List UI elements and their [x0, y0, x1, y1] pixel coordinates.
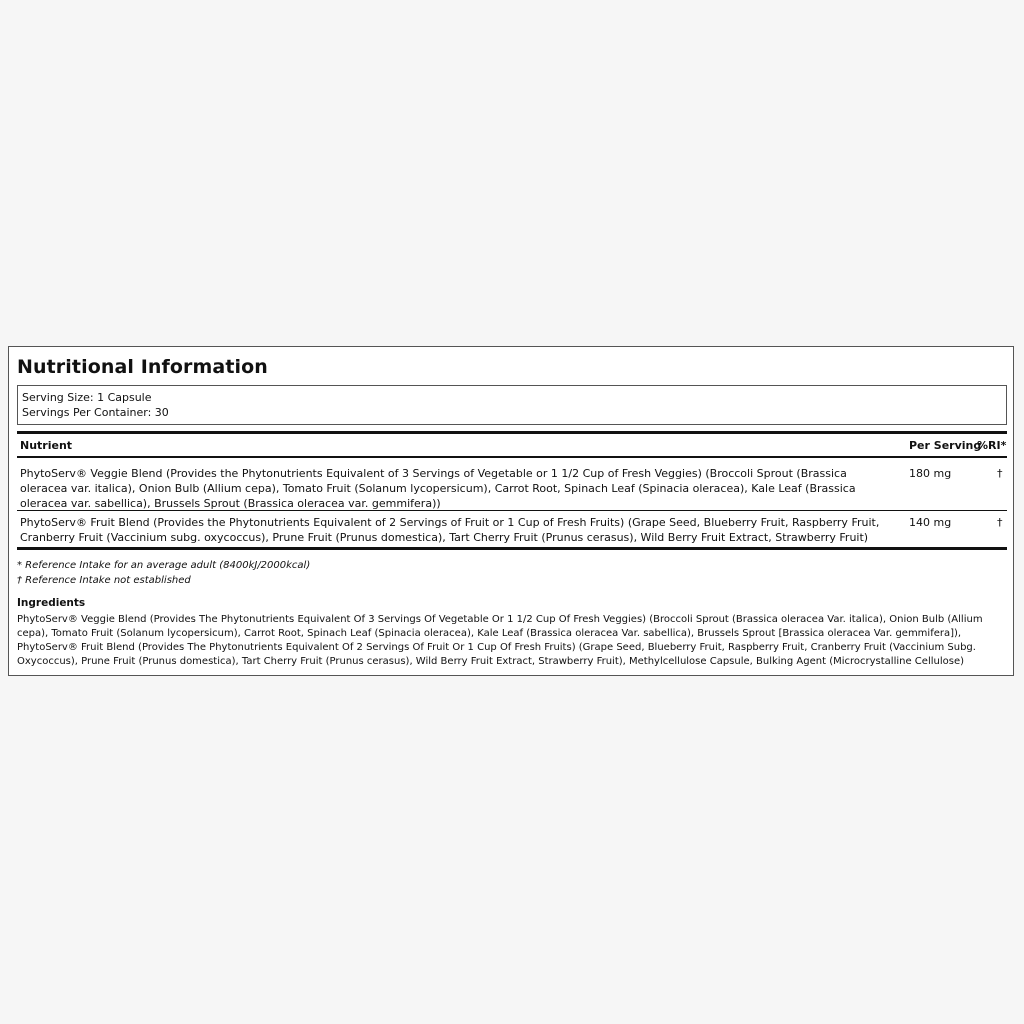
header-nutrient: Nutrient — [20, 439, 73, 452]
nutrient-ri: † — [997, 516, 1003, 529]
footnote-ri: * Reference Intake for an average adult (8400kJ/2000kcal) — [17, 560, 311, 571]
nutrient-ri: † — [997, 467, 1003, 480]
table-row — [17, 458, 1007, 511]
ingredients-heading: Ingredients — [17, 597, 86, 609]
serving-size: Serving Size: 1 Capsule — [22, 391, 152, 404]
ingredients-text: PhytoServ® Veggie Blend (Provides The Phytonutrients Equivalent Of 3 Servings Of Vegetable Or 1 1/2 Cup Of Fresh Veggies) (Broccoli Sprout (Brassica oleracea Var. italica), Onion Bulb (Allium cepa), Tomato Fruit (Solanum lycopersicum), Carrot Root, Spinach Leaf (Spinacia oleracea), Kale Leaf (Brassica oleracea Var. sabellica), Brussels Sprout [Brassica oleracea Var. gemmifera]), PhytoServ® Fruit Blend (Provides The Phytonutrients Equivalent Of 2 Servings Of Fruit Or 1 Cup Of Fresh Fruits) (Grape Seed, Blueberry Fruit, Raspberry Fruit, Cranberry Fruit (Vaccinium Subg. Oxycoccus), Prune Fruit (Prunus domestica), Tart Cherry Fruit (Prunus cerasus), Wild Berry Fruit Extract, Strawberry Fruit), Methylcellulose Capsule, Bulking Agent (Microcrystalline Cellulose) — [17, 614, 983, 667]
header-ri: %RI* — [977, 439, 1007, 452]
footnote-not-established: † Reference Intake not established — [17, 575, 191, 586]
header-per-serving: Per Serving — [909, 439, 982, 452]
servings-per-container: Servings Per Container: 30 — [22, 406, 169, 419]
serving-info-box — [17, 385, 1007, 425]
nutrition-panel — [8, 346, 1014, 676]
table-header — [17, 434, 1007, 458]
footnotes — [17, 558, 310, 588]
panel-title: Nutritional Information — [17, 356, 268, 378]
nutrient-name: PhytoServ® Veggie Blend (Provides the Phytonutrients Equivalent of 3 Servings of Vegetable or 1 1/2 Cup of Fresh Veggies) (Broccoli Sprout (Brassica oleracea var. italica), Onion Bulb (Allium cepa), Tomato Fruit (Solanum lycopersicum), Carrot Root, Spinach Leaf (Spinacia oleracea), Kale Leaf (Brassica oleracea var. sabellica), Brussels Sprout (Brassica oleracea var. gemmifera)) — [20, 467, 856, 510]
table-row — [17, 511, 1007, 550]
nutrient-amount: 140 mg — [909, 516, 952, 529]
nutrient-table — [17, 431, 1007, 550]
nutrient-amount: 180 mg — [909, 467, 952, 480]
nutrient-name: PhytoServ® Fruit Blend (Provides the Phytonutrients Equivalent of 2 Servings of Fruit or 1 Cup of Fresh Fruits) (Grape Seed, Blueberry Fruit, Raspberry Fruit, Cranberry Fruit (Vaccinium subg. oxycoccus), Prune Fruit (Prunus domestica), Tart Cherry Fruit (Prunus cerasus), Wild Berry Fruit Extract, Strawberry Fruit) — [20, 516, 880, 544]
